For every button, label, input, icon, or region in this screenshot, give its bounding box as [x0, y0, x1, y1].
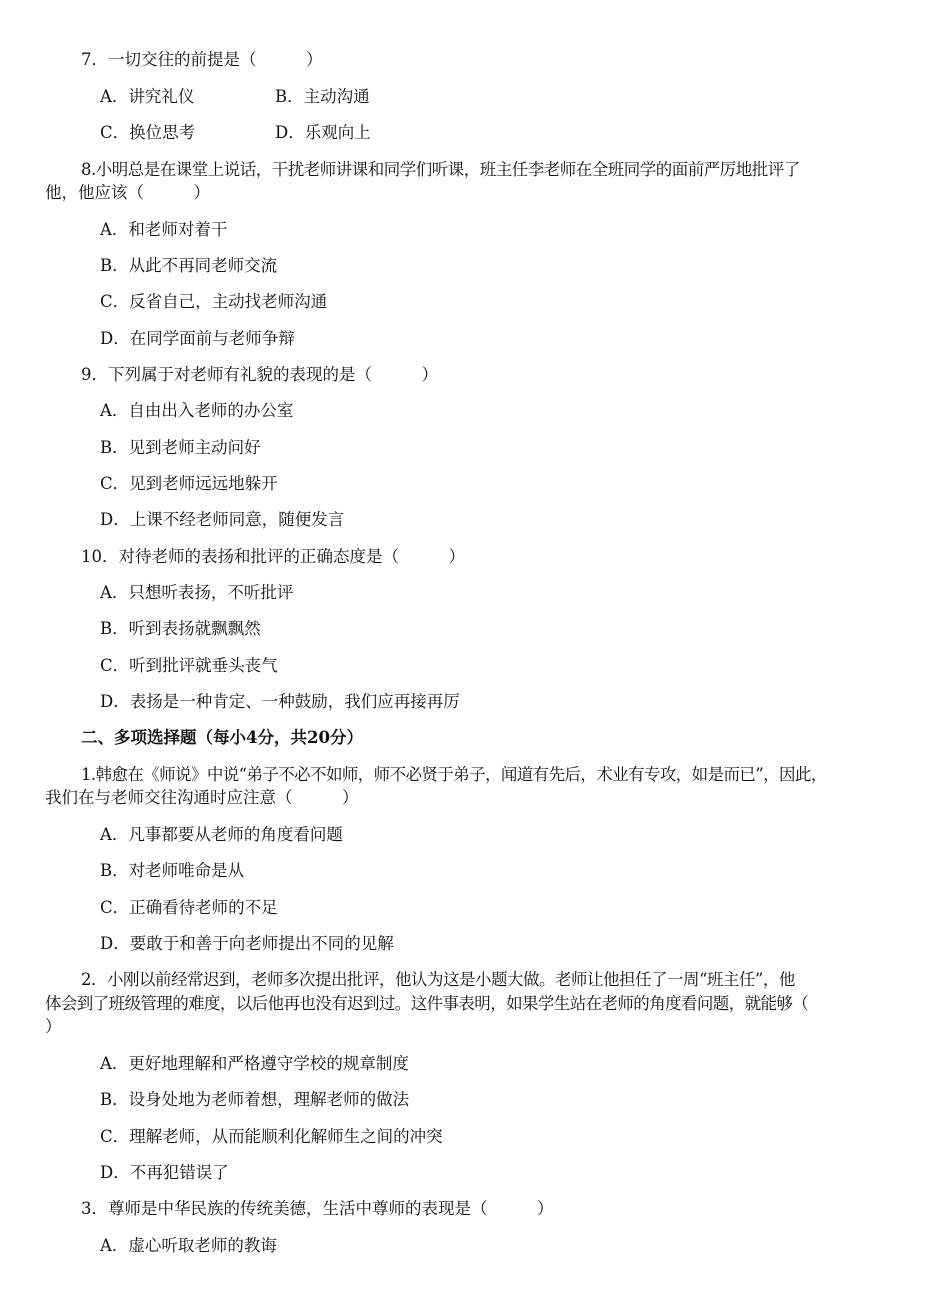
multi-question-2-stem-line3: ） — [45, 1017, 62, 1036]
multi-question-1-option-a: A．凡事都要从老师的角度看问题 — [100, 825, 343, 844]
question-9-option-d: D．上课不经老师同意，随便发言 — [100, 510, 345, 529]
question-7-option-b: B．主动沟通 — [275, 87, 370, 106]
multi-question-1-option-d: D．要敢于和善于向老师提出不同的见解 — [100, 934, 394, 953]
multi-question-1-option-b: B．对老师唯命是从 — [100, 861, 245, 880]
question-9-stem: 9．下列属于对老师有礼貌的表现的是（ ） — [81, 365, 438, 384]
question-8-option-c: C．反省自己，主动找老师沟通 — [100, 292, 328, 311]
question-10-option-c: C．听到批评就垂头丧气 — [100, 656, 278, 675]
question-8-option-d: D．在同学面前与老师争辩 — [100, 329, 295, 348]
question-9-option-b: B．见到老师主动问好 — [100, 438, 261, 457]
question-7-stem: 7．一切交往的前提是（ ） — [81, 50, 323, 69]
question-8-option-b: B．从此不再同老师交流 — [100, 256, 278, 275]
section-2-title: 二、多项选择题（每小4分，共20分） — [81, 728, 363, 747]
question-10-stem: 10．对待老师的表扬和批评的正确态度是（ ） — [81, 547, 465, 566]
question-10-option-a: A．只想听表扬，不听批评 — [100, 583, 294, 602]
question-7-option-d: D．乐观向上 — [275, 123, 371, 142]
question-7-option-c: C．换位思考 — [100, 123, 196, 142]
question-8-stem-line1: 8.小明总是在课堂上说话，干扰老师讲课和同学们听课，班主任李老师在全班同学的面前严厉地批评了 — [81, 160, 800, 179]
question-10-option-d: D．表扬是一种肯定、一种鼓励，我们应再接再厉 — [100, 692, 460, 711]
multi-question-2-option-d: D．不再犯错误了 — [100, 1163, 229, 1182]
question-8-option-a: A．和老师对着干 — [100, 220, 228, 239]
multi-question-2-option-a: A．更好地理解和严格遵守学校的规章制度 — [100, 1054, 409, 1073]
multi-question-3-stem: 3．尊师是中华民族的传统美德，生活中尊师的表现是（ ） — [81, 1199, 554, 1218]
multi-question-1-option-c: C．正确看待老师的不足 — [100, 898, 278, 917]
multi-question-1-stem-line1: 1.韩愈在《师说》中说“弟子不必不如师，师不必贤于弟子，闻道有先后，术业有专攻，如是而已”，因此， — [81, 765, 827, 784]
question-8-stem-line2: 他，他应该（ ） — [45, 183, 210, 202]
multi-question-3-option-a: A．虚心听取老师的教诲 — [100, 1236, 277, 1255]
question-7-option-a: A．讲究礼仪 — [100, 87, 195, 106]
multi-question-2-option-c: C．理解老师，从而能顺利化解师生之间的冲突 — [100, 1127, 443, 1146]
question-10-option-b: B．听到表扬就飘飘然 — [100, 619, 261, 638]
multi-question-2-stem-line1: 2．小刚以前经常迟到，老师多次提出批评，他认为这是小题大做。老师让他担任了一周“班主任”，他 — [81, 970, 795, 989]
multi-question-2-option-b: B．设身处地为老师着想，理解老师的做法 — [100, 1090, 410, 1109]
multi-question-1-stem-line2: 我们在与老师交往沟通时应注意（ ） — [45, 788, 359, 807]
question-9-option-c: C．见到老师远远地躲开 — [100, 474, 278, 493]
multi-question-2-stem-line2: 体会到了班级管理的难度，以后他再也没有迟到过。这件事表明，如果学生站在老师的角度看问题，就能够（ — [45, 994, 809, 1013]
question-9-option-a: A．自由出入老师的办公室 — [100, 401, 294, 420]
